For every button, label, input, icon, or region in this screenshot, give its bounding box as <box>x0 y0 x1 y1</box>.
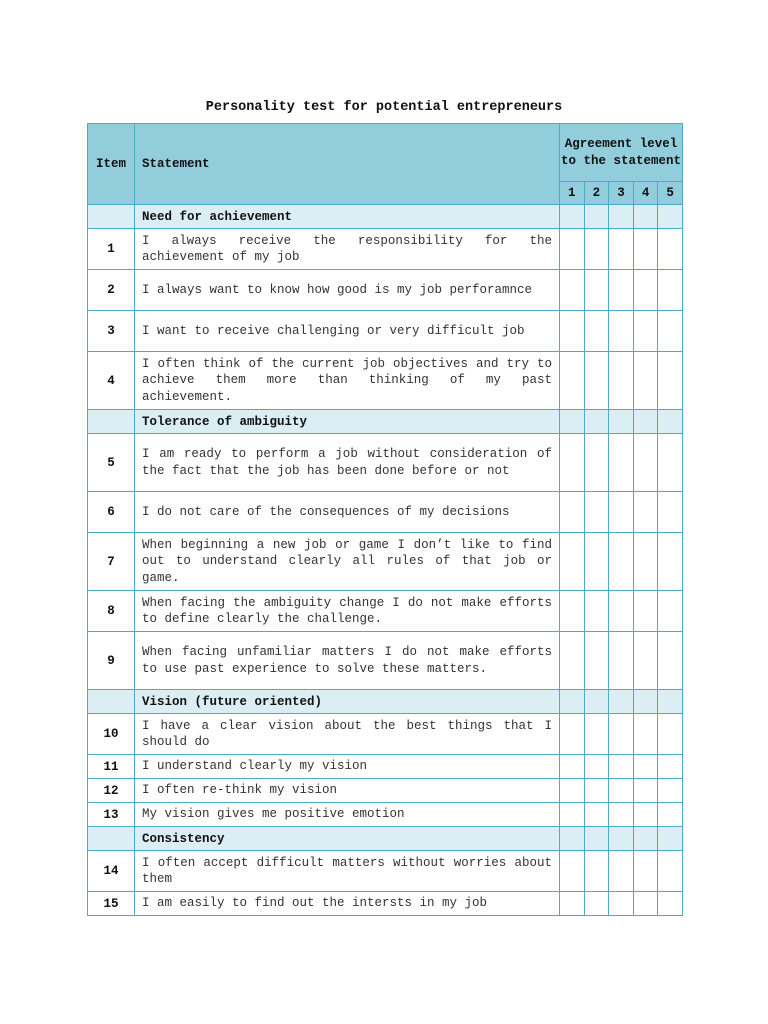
agreement-cell-4[interactable] <box>633 755 658 779</box>
item-number: 4 <box>88 352 135 410</box>
section-scale-cell <box>560 690 585 714</box>
table-row <box>88 779 683 803</box>
table-row <box>88 352 683 410</box>
agreement-cell-4[interactable] <box>633 311 658 352</box>
agreement-cell-1[interactable] <box>560 352 585 410</box>
statement-text: I often accept difficult matters without worries about them <box>135 851 560 892</box>
section-row <box>88 690 683 714</box>
section-scale-cell <box>609 690 634 714</box>
item-number: 7 <box>88 533 135 591</box>
agreement-cell-3[interactable] <box>609 892 634 916</box>
item-number: 3 <box>88 311 135 352</box>
scale-header-2: 2 <box>584 182 609 205</box>
agreement-cell-2[interactable] <box>584 714 609 755</box>
agreement-cell-2[interactable] <box>584 632 609 690</box>
item-number: 2 <box>88 270 135 311</box>
scale-header-5: 5 <box>658 182 683 205</box>
agreement-cell-3[interactable] <box>609 755 634 779</box>
agreement-cell-2[interactable] <box>584 591 609 632</box>
section-scale-cell <box>560 827 585 851</box>
agreement-cell-4[interactable] <box>633 851 658 892</box>
statement-text: When beginning a new job or game I don’t like to find out to understand clearly all rules of that job or game. <box>135 533 560 591</box>
personality-test-table <box>87 123 683 916</box>
agreement-cell-1[interactable] <box>560 755 585 779</box>
statement-text: I want to receive challenging or very difficult job <box>135 311 560 352</box>
agreement-cell-2[interactable] <box>584 270 609 311</box>
section-scale-cell <box>584 205 609 229</box>
agreement-cell-3[interactable] <box>609 851 634 892</box>
agreement-cell-5[interactable] <box>658 229 683 270</box>
agreement-cell-2[interactable] <box>584 755 609 779</box>
agreement-cell-1[interactable] <box>560 229 585 270</box>
agreement-cell-3[interactable] <box>609 591 634 632</box>
agreement-cell-2[interactable] <box>584 892 609 916</box>
agreement-cell-4[interactable] <box>633 270 658 311</box>
agreement-cell-5[interactable] <box>658 892 683 916</box>
agreement-cell-5[interactable] <box>658 632 683 690</box>
agreement-cell-4[interactable] <box>633 714 658 755</box>
item-number: 1 <box>88 229 135 270</box>
agreement-cell-1[interactable] <box>560 851 585 892</box>
agreement-cell-4[interactable] <box>633 591 658 632</box>
agreement-cell-4[interactable] <box>633 533 658 591</box>
agreement-cell-3[interactable] <box>609 779 634 803</box>
section-scale-cell <box>560 410 585 434</box>
item-number: 14 <box>88 851 135 892</box>
agreement-cell-4[interactable] <box>633 229 658 270</box>
item-number: 6 <box>88 492 135 533</box>
section-item-cell <box>88 410 135 434</box>
section-scale-cell <box>633 690 658 714</box>
agreement-cell-4[interactable] <box>633 492 658 533</box>
item-column-header: Item <box>88 124 135 205</box>
agreement-cell-5[interactable] <box>658 714 683 755</box>
statement-column-header: Statement <box>135 124 560 205</box>
scale-header-4: 4 <box>633 182 658 205</box>
section-scale-cell <box>609 827 634 851</box>
agreement-cell-1[interactable] <box>560 779 585 803</box>
agreement-cell-4[interactable] <box>633 352 658 410</box>
table-row <box>88 851 683 892</box>
agreement-cell-4[interactable] <box>633 434 658 492</box>
table-body <box>88 205 683 916</box>
statement-text: I understand clearly my vision <box>135 755 560 779</box>
section-item-cell <box>88 205 135 229</box>
document-title: Personality test for potential entrepreneurs <box>205 100 563 115</box>
agreement-cell-2[interactable] <box>584 803 609 827</box>
section-scale-cell <box>658 690 683 714</box>
statement-text: I am easily to find out the intersts in my job <box>135 892 560 916</box>
section-row <box>88 410 683 434</box>
agreement-cell-5[interactable] <box>658 311 683 352</box>
section-title: Tolerance of ambiguity <box>135 410 560 434</box>
agreement-cell-1[interactable] <box>560 803 585 827</box>
statement-text: When facing unfamiliar matters I do not make efforts to use past experience to solve these matters. <box>135 632 560 690</box>
section-item-cell <box>88 690 135 714</box>
agreement-cell-3[interactable] <box>609 533 634 591</box>
agreement-cell-2[interactable] <box>584 229 609 270</box>
agreement-cell-2[interactable] <box>584 352 609 410</box>
agreement-cell-5[interactable] <box>658 492 683 533</box>
section-title: Consistency <box>135 827 560 851</box>
table-row <box>88 311 683 352</box>
table-row <box>88 229 683 270</box>
statement-text: When facing the ambiguity change I do not make efforts to define clearly the challenge. <box>135 591 560 632</box>
agreement-cell-3[interactable] <box>609 632 634 690</box>
item-number: 13 <box>88 803 135 827</box>
item-number: 11 <box>88 755 135 779</box>
agreement-cell-5[interactable] <box>658 533 683 591</box>
agreement-column-header: Agreement level to the statement <box>560 124 683 182</box>
agreement-cell-3[interactable] <box>609 270 634 311</box>
agreement-cell-4[interactable] <box>633 892 658 916</box>
section-scale-cell <box>658 410 683 434</box>
statement-text: I always want to know how good is my job perforamnce <box>135 270 560 311</box>
section-scale-cell <box>658 205 683 229</box>
agreement-cell-1[interactable] <box>560 533 585 591</box>
section-scale-cell <box>609 205 634 229</box>
scale-header-1: 1 <box>560 182 585 205</box>
section-scale-cell <box>658 827 683 851</box>
section-scale-cell <box>633 205 658 229</box>
agreement-cell-5[interactable] <box>658 851 683 892</box>
section-item-cell <box>88 827 135 851</box>
statement-text: I always receive the responsibility for the achievement of my job <box>135 229 560 270</box>
agreement-cell-4[interactable] <box>633 803 658 827</box>
agreement-cell-5[interactable] <box>658 434 683 492</box>
agreement-cell-4[interactable] <box>633 632 658 690</box>
agreement-cell-3[interactable] <box>609 352 634 410</box>
section-row <box>88 205 683 229</box>
item-number: 9 <box>88 632 135 690</box>
agreement-cell-1[interactable] <box>560 311 585 352</box>
agreement-cell-2[interactable] <box>584 533 609 591</box>
agreement-cell-2[interactable] <box>584 492 609 533</box>
statement-text: I do not care of the consequences of my decisions <box>135 492 560 533</box>
agreement-cell-3[interactable] <box>609 714 634 755</box>
section-title: Need for achievement <box>135 205 560 229</box>
statement-text: My vision gives me positive emotion <box>135 803 560 827</box>
item-number: 8 <box>88 591 135 632</box>
agreement-cell-2[interactable] <box>584 851 609 892</box>
agreement-cell-5[interactable] <box>658 591 683 632</box>
agreement-cell-3[interactable] <box>609 434 634 492</box>
agreement-cell-1[interactable] <box>560 892 585 916</box>
agreement-cell-5[interactable] <box>658 270 683 311</box>
agreement-cell-4[interactable] <box>633 779 658 803</box>
table-row <box>88 892 683 916</box>
agreement-cell-5[interactable] <box>658 755 683 779</box>
agreement-cell-1[interactable] <box>560 591 585 632</box>
section-scale-cell <box>584 827 609 851</box>
table-row <box>88 803 683 827</box>
agreement-cell-1[interactable] <box>560 434 585 492</box>
agreement-cell-2[interactable] <box>584 434 609 492</box>
table-row <box>88 632 683 690</box>
table-row <box>88 533 683 591</box>
item-number: 5 <box>88 434 135 492</box>
section-title: Vision (future oriented) <box>135 690 560 714</box>
item-number: 12 <box>88 779 135 803</box>
statement-text: I am ready to perform a job without consideration of the fact that the job has been done before or not <box>135 434 560 492</box>
table-row <box>88 755 683 779</box>
agreement-cell-5[interactable] <box>658 352 683 410</box>
agreement-cell-2[interactable] <box>584 779 609 803</box>
agreement-cell-5[interactable] <box>658 803 683 827</box>
agreement-cell-1[interactable] <box>560 632 585 690</box>
agreement-cell-1[interactable] <box>560 270 585 311</box>
section-scale-cell <box>633 827 658 851</box>
agreement-cell-3[interactable] <box>609 492 634 533</box>
section-scale-cell <box>584 410 609 434</box>
table-row <box>88 492 683 533</box>
table-row <box>88 434 683 492</box>
agreement-cell-3[interactable] <box>609 229 634 270</box>
scale-header-3: 3 <box>609 182 634 205</box>
table-row <box>88 270 683 311</box>
statement-text: I often re-think my vision <box>135 779 560 803</box>
item-number: 10 <box>88 714 135 755</box>
item-number: 15 <box>88 892 135 916</box>
table-row <box>88 714 683 755</box>
section-row <box>88 827 683 851</box>
agreement-cell-3[interactable] <box>609 311 634 352</box>
section-scale-cell <box>609 410 634 434</box>
statement-text: I have a clear vision about the best things that I should do <box>135 714 560 755</box>
table-row <box>88 591 683 632</box>
agreement-cell-1[interactable] <box>560 714 585 755</box>
section-scale-cell <box>584 690 609 714</box>
agreement-cell-2[interactable] <box>584 311 609 352</box>
agreement-cell-5[interactable] <box>658 779 683 803</box>
agreement-cell-1[interactable] <box>560 492 585 533</box>
section-scale-cell <box>633 410 658 434</box>
statement-text: I often think of the current job objectives and try to achieve them more than thinking of my past achievement. <box>135 352 560 410</box>
section-scale-cell <box>560 205 585 229</box>
agreement-cell-3[interactable] <box>609 803 634 827</box>
